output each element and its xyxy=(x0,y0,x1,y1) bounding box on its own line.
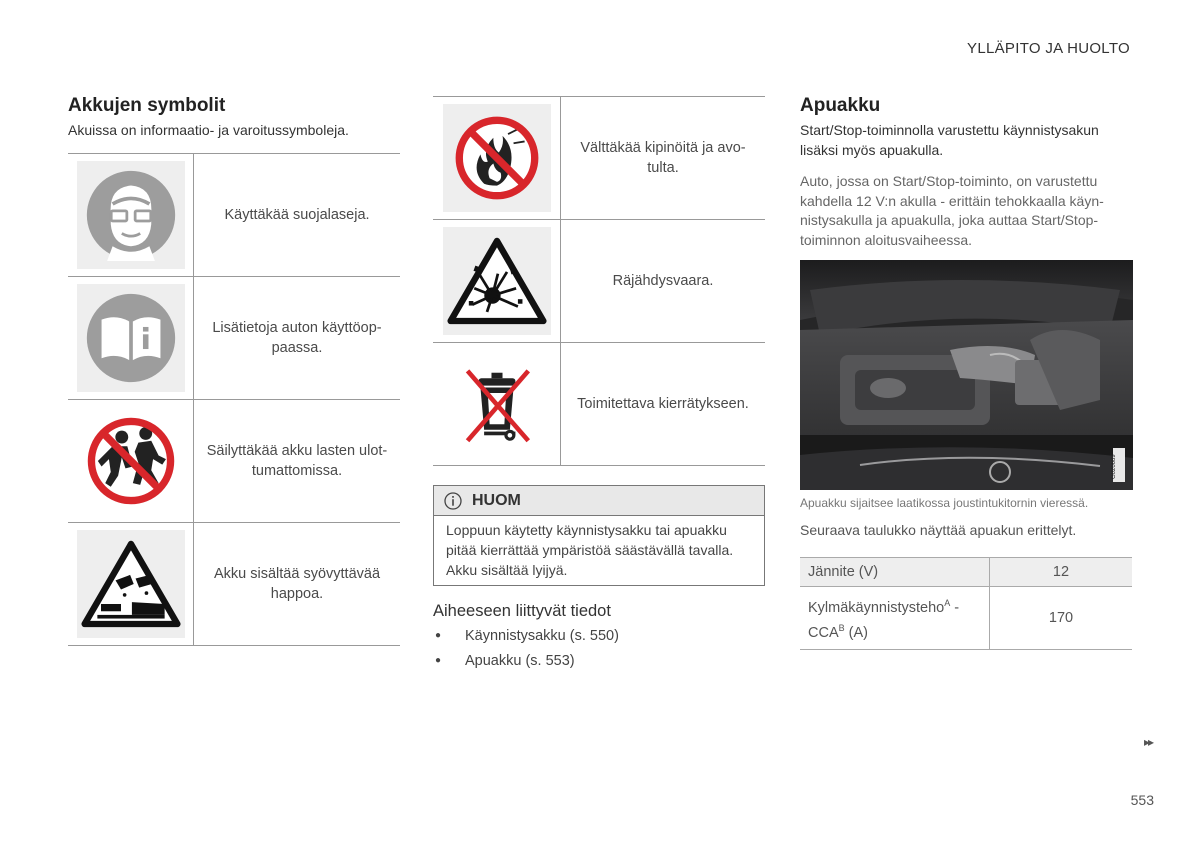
table-row xyxy=(68,277,400,400)
list-item[interactable] xyxy=(433,623,619,648)
battery-symbols-table xyxy=(68,153,400,646)
spec-label: Jännite (V) xyxy=(800,558,990,587)
note-header xyxy=(434,486,764,516)
related-link[interactable]: Käynnistysakku (s. 550) xyxy=(465,627,619,644)
list-item[interactable] xyxy=(433,648,619,673)
note-body: Loppuun käytetty käynnistysakku tai apuakku pitää kierrättää ympäristöä säästävällä tavalla. Akku sisältää lyijyä. xyxy=(446,522,734,578)
lead-paragraph: Start/Stop-toiminnolla varustettu käynnistysakun lisäksi myös apuakulla. xyxy=(800,122,1099,158)
symbol-description: Säilyttäkää akku lasten ulot-tumattomissa. xyxy=(194,400,401,523)
related-topics-list xyxy=(433,623,619,673)
symbol-description: Käyttäkää suojalaseja. xyxy=(194,154,401,277)
table-row xyxy=(68,154,400,277)
photo-code: G020689 xyxy=(1111,454,1117,480)
section-title-auxiliary-battery: Apuakku xyxy=(800,95,881,116)
body-paragraph: Auto, jossa on Start/Stop-toiminto, on varustettu kahdella 12 V:n akulla - erittäin tehokkaalla käyn-nistysakulla ja apuakulla, joka auttaa Start/Stop-toiminnon aloitusvaiheessa. xyxy=(800,173,1104,248)
table-row xyxy=(433,343,765,466)
symbol-description: Välttäkää kipinöitä ja avo-tulta. xyxy=(561,97,766,220)
continue-arrow-icon: ▸▸ xyxy=(1143,735,1152,749)
spec-value: 170 xyxy=(990,587,1133,650)
page-number: 553 xyxy=(1130,792,1154,808)
related-topics-heading: Aiheeseen liittyvät tiedot xyxy=(433,602,611,620)
spec-value: 12 xyxy=(990,558,1133,587)
recycle-bin-crossed-icon xyxy=(451,358,543,450)
running-header: YLLÄPITO JA HUOLTO xyxy=(967,40,1130,57)
engine-bay-photo xyxy=(800,260,1133,490)
no-open-flame-icon xyxy=(451,112,543,204)
table-intro: Seuraava taulukko näyttää apuakun erittelyt. xyxy=(800,522,1077,538)
symbol-description: Lisätietoja auton käyttöop-paassa. xyxy=(194,277,401,400)
symbol-description: Räjähdysvaara. xyxy=(561,220,766,343)
note-box xyxy=(433,485,765,586)
explosion-hazard-icon xyxy=(447,235,547,327)
section-intro: Akuissa on informaatio- ja varoitussymboleja. xyxy=(68,122,349,138)
keep-away-children-icon xyxy=(85,415,177,507)
spec-label: Kylmäkäynnistysteho$^A$ - $CCA^B$ (A) xyxy=(800,587,990,650)
safety-glasses-icon xyxy=(85,169,177,261)
battery-symbols-table-continued xyxy=(433,96,765,466)
related-link[interactable]: Apuakku (s. 553) xyxy=(465,652,575,669)
table-row xyxy=(433,220,765,343)
photo-caption: Apuakku sijaitsee laatikossa joustintukitornin vieressä. xyxy=(800,496,1089,510)
note-title: HUOM xyxy=(472,491,521,509)
table-row xyxy=(68,400,400,523)
table-row xyxy=(433,97,765,220)
info-icon xyxy=(444,492,462,510)
table-row xyxy=(800,558,1132,587)
section-title-battery-symbols: Akkujen symbolit xyxy=(68,95,226,116)
manual-book-icon xyxy=(85,292,177,384)
bullet-icon: ● xyxy=(435,630,442,641)
symbol-description: Akku sisältää syövyttävää happoa. xyxy=(194,523,401,646)
symbol-description: Toimitettava kierrätykseen. xyxy=(561,343,766,466)
table-row xyxy=(68,523,400,646)
bullet-icon: ● xyxy=(435,655,442,666)
corrosive-acid-icon xyxy=(81,538,181,630)
auxiliary-battery-spec-table xyxy=(800,557,1132,650)
table-row xyxy=(800,587,1132,650)
